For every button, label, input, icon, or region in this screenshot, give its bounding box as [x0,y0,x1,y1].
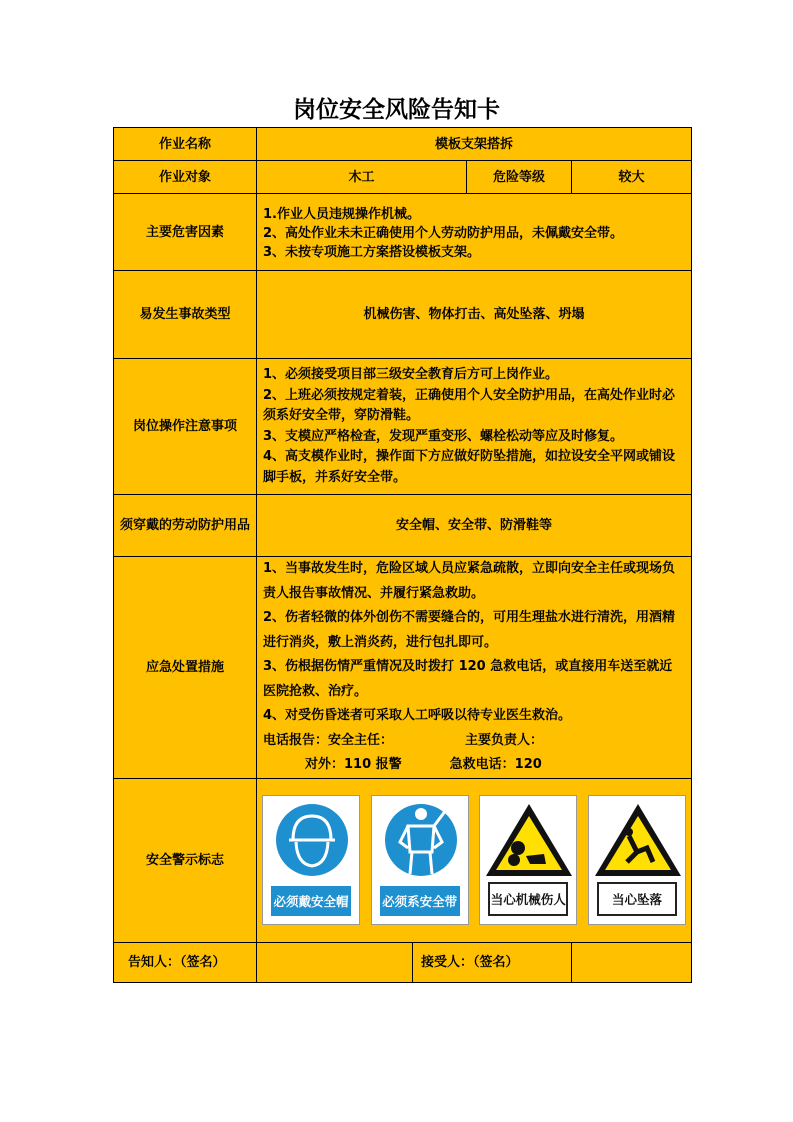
label-informer: 告知人：（签名） [114,942,257,982]
sign-label: 必须戴安全帽 [271,886,351,916]
emergency-item: 3、伤根据伤情严重情况及时拨打 120 急救电话，或直接用车送至就近医院抢救、治疗。 [263,659,673,699]
emergency-item: 2、伤者轻微的体外创伤不需要缝合的，可用生理盐水进行清洗，用酒精进行消炎，敷上消炎药，进行包扎即可。 [263,610,676,650]
emergency-list [257,557,692,779]
sign-label: 当心坠落 [597,882,677,916]
row-accident-types [114,271,692,359]
label-precautions: 岗位操作注意事项 [114,359,257,495]
label-risk-level: 危险等级 [467,161,572,194]
informer-signature-field[interactable] [257,942,413,982]
label-signs: 安全警示标志 [114,778,257,942]
label-job-target: 作业对象 [114,161,257,194]
precaution-item: 1、必须接受项目部三级安全教育后方可上岗作业。 [263,367,559,382]
helmet-icon [263,796,361,886]
hazards-list [257,194,692,271]
hazard-item: 2、高处作业未未正确使用个人劳动防护用品，未佩戴安全带。 [263,226,624,241]
row-job-name [114,128,692,161]
value-risk-level: 较大 [572,161,692,194]
precautions-list [257,359,692,495]
fall-hazard-icon [589,796,687,886]
precaution-item: 4、高支模作业时，操作面下方应做好防坠措施，如拉设安全平网或铺设脚手板，并系好安全带。 [263,449,676,485]
risk-card-table [113,127,692,983]
page-title: 岗位安全风险告知卡 [293,97,500,123]
value-job-name: 模板支架搭拆 [257,128,692,161]
safety-harness-icon [372,796,470,886]
value-accident-types: 机械伤害、物体打击、高处坠落、坍塌 [257,271,692,359]
label-ppe: 须穿戴的劳动防护用品 [114,495,257,557]
phone-report-label: 电话报告：安全主任： [263,732,394,748]
sign-machinery [479,795,577,925]
signs-gallery [260,795,688,925]
sign-harness [371,795,469,925]
label-emergency: 应急处置措施 [114,557,257,779]
row-signs [114,778,692,942]
machinery-hazard-icon [480,796,578,886]
sign-fall [588,795,686,925]
external-phone: 对外：110 报警 [305,757,402,772]
sign-helmet [262,795,360,925]
value-ppe: 安全帽、安全带、防滑鞋等 [257,495,692,557]
value-job-target: 木工 [257,161,467,194]
row-emergency [114,557,692,779]
emergency-item: 4、对受伤昏迷者可采取人工呼吸以待专业医生救治。 [263,708,572,723]
row-signoff [114,942,692,982]
row-ppe [114,495,692,557]
sign-label: 必须系安全带 [380,886,460,916]
label-hazards: 主要危害因素 [114,194,257,271]
label-accident-types: 易发生事故类型 [114,271,257,359]
emergency-item: 1、当事故发生时，危险区域人员应紧急疏散，立即向安全主任或现场负责人报告事故情况、并履行紧急救助。 [263,561,676,601]
label-receiver: 接受人：（签名） [413,942,572,982]
hazard-item: 1.作业人员违规操作机械。 [263,207,420,222]
row-job-target [114,161,692,194]
row-precautions [114,359,692,495]
receiver-signature-field[interactable] [572,942,692,982]
sign-label: 当心机械伤人 [488,882,568,916]
label-job-name: 作业名称 [114,128,257,161]
row-hazards [114,194,692,271]
precaution-item: 2、上班必须按规定着装，正确使用个人安全防护用品，在高处作业时必须系好安全带，穿防滑鞋。 [263,387,676,423]
precaution-item: 3、支模应严格检查，发现严重变形、螺栓松动等应及时修复。 [263,428,624,444]
hazard-item: 3、未按专项施工方案搭设模板支架。 [263,245,481,260]
principal-label: 主要负责人： [465,732,544,748]
first-aid-phone: 急救电话：120 [449,757,542,772]
